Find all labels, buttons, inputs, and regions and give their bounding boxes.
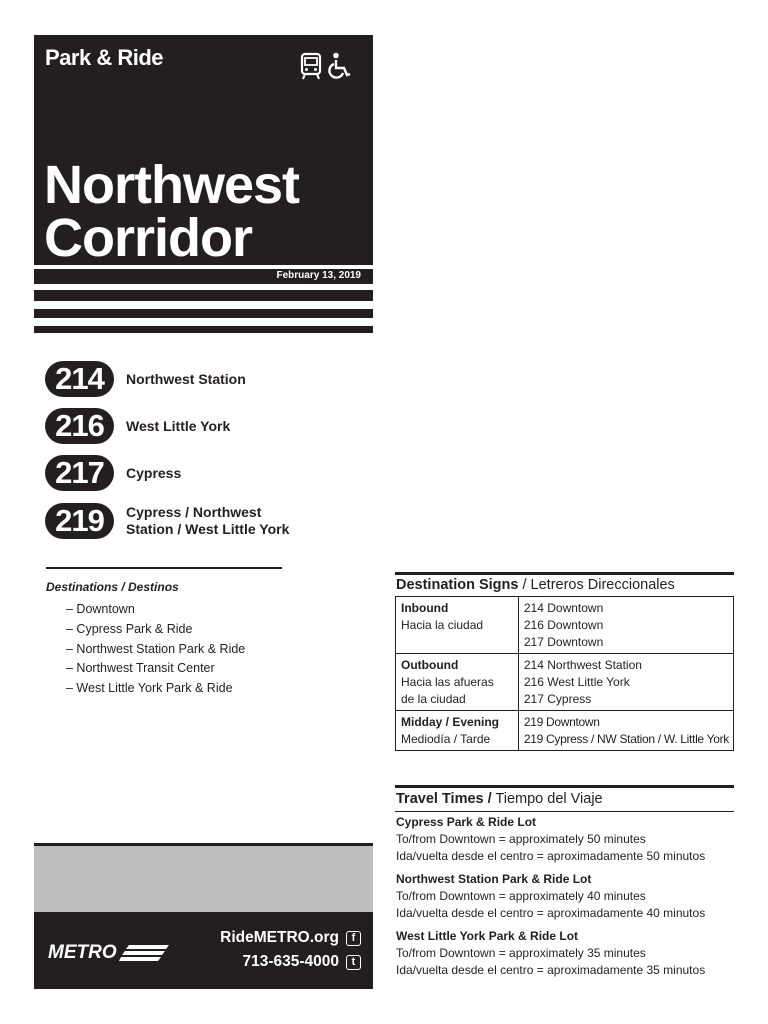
list-item: – Cypress Park & Ride — [66, 621, 193, 636]
twitter-icon[interactable]: t — [346, 955, 361, 970]
route-name: Cypress / Northwest Station / West Little York — [126, 504, 290, 537]
table-row — [396, 654, 734, 711]
phone-number: 713-635-4000 — [242, 953, 339, 970]
sign-category: Outbound Hacia las afueras de la ciudad — [396, 654, 519, 711]
facebook-icon[interactable]: f — [346, 931, 361, 946]
list-item: West Little York Park & Ride Lot To/from Downtown = approximately 35 minutes Ida/vuelta desde el centro = aproximadamente 35 minutos — [396, 929, 706, 977]
sign-category: Midday / Evening Mediodía / Tarde — [396, 711, 519, 751]
route-216 — [45, 408, 230, 444]
route-217 — [45, 455, 181, 491]
metro-stripes-icon — [119, 943, 169, 963]
footer-panel — [34, 912, 373, 989]
route-219 — [45, 503, 289, 539]
bus-icon — [300, 52, 322, 80]
destinations-list — [66, 600, 245, 699]
metro-logo: METRO — [48, 942, 169, 964]
sign-list: 214 Downtown 216 Downtown 217 Downtown — [518, 597, 733, 654]
stripe — [34, 290, 373, 301]
stripe-date — [34, 269, 373, 284]
travel-times-title: Travel Times / Tiempo del Viaje — [396, 791, 603, 807]
table-row — [396, 711, 734, 751]
route-214 — [45, 361, 246, 397]
sign-list: 214 Northwest Station 216 West Little York 217 Cypress — [518, 654, 733, 711]
sign-list: 219 Downtown 219 Cypress / NW Station / W. Little York — [518, 711, 733, 751]
route-name: West Little York — [126, 417, 231, 434]
route-number-badge: 219 — [45, 503, 114, 539]
destination-signs-table — [395, 596, 734, 751]
list-item: Cypress Park & Ride Lot To/from Downtown = approximately 50 minutes Ida/vuelta desde el centro = aproximadamente 50 minutos — [396, 815, 706, 863]
route-name: Cypress — [126, 464, 182, 481]
corridor-title — [44, 155, 300, 268]
stripe — [34, 326, 373, 333]
table-row — [396, 597, 734, 654]
park-and-ride-label: Park & Ride — [45, 45, 163, 70]
title-line-2: Corridor — [44, 208, 252, 268]
list-item: Northwest Station Park & Ride Lot To/from Downtown = approximately 40 minutes Ida/vuelta desde el centro = aproximadamente 40 minutos — [396, 872, 706, 920]
list-item: – Northwest Station Park & Ride — [66, 641, 246, 656]
gray-panel — [34, 843, 373, 912]
contact-info — [220, 926, 361, 974]
route-number-badge: 217 — [45, 455, 114, 491]
divider — [46, 567, 282, 569]
sign-category: Inbound Hacia la ciudad — [396, 597, 519, 654]
destination-signs-title: Destination Signs / Letreros Direccionales — [396, 577, 675, 593]
divider — [395, 811, 734, 812]
stripe — [34, 309, 373, 318]
publish-date: February 13, 2019 — [276, 270, 361, 281]
list-item: – West Little York Park & Ride — [66, 681, 233, 696]
destinations-heading: Destinations / Destinos — [46, 580, 179, 594]
wheelchair-icon — [328, 52, 352, 80]
divider — [395, 785, 734, 788]
divider — [395, 572, 734, 575]
list-item: – Northwest Transit Center — [66, 661, 215, 676]
cover-icons — [300, 52, 352, 80]
route-number-badge: 214 — [45, 361, 114, 397]
list-item: – Downtown — [66, 602, 135, 616]
route-number-badge: 216 — [45, 408, 114, 444]
title-line-1: Northwest — [44, 155, 300, 215]
website-link[interactable]: RideMETRO.org — [220, 929, 339, 946]
route-name: Northwest Station — [126, 370, 246, 387]
travel-times-list — [396, 814, 705, 985]
cover-panel — [34, 35, 373, 268]
